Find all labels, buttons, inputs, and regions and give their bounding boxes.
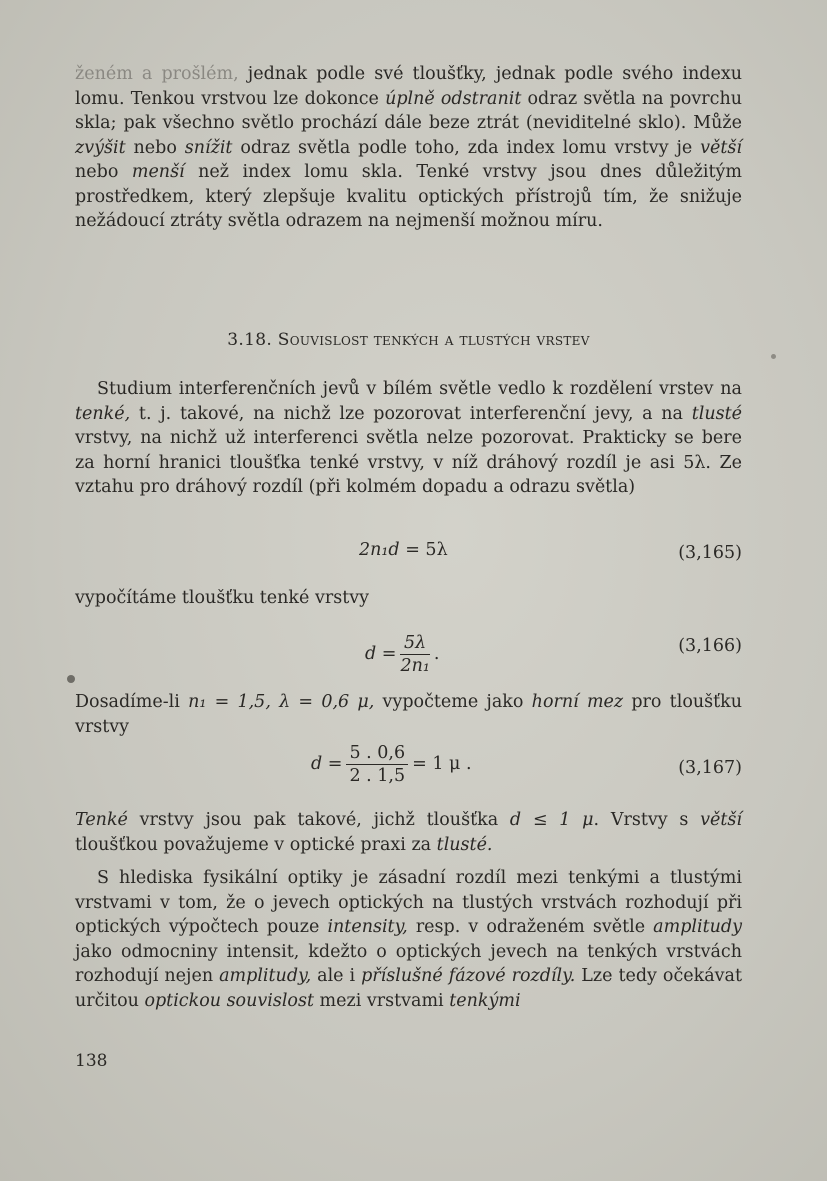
- italic-run: tenké,: [75, 403, 131, 424]
- italic-run: zvýšit: [75, 137, 126, 158]
- paragraph-studium: [75, 377, 742, 500]
- equation-lhs: 2n₁d: [359, 540, 400, 560]
- text-run: tloušťkou považujeme v optické praxi za: [75, 834, 437, 855]
- text-run: vypočteme jako: [374, 692, 532, 712]
- math-run: n₁ = 1,5, λ = 0,6 μ,: [188, 692, 375, 712]
- paragraph-fysikalni: [75, 866, 742, 1013]
- italic-run: tenkými: [449, 990, 521, 1011]
- paper-speck: [771, 354, 776, 359]
- fraction-denominator: 2 . 1,5: [349, 766, 406, 786]
- equation-number: (3,166): [678, 636, 742, 656]
- text-run: S hlediska fysikální optiky je zásadní rozdíl mezi tenkými a tlustými vrstvami v tom, že o jevech optických na tlustých vrstvách rozhodují při optických výpočtech pouze: [75, 868, 742, 937]
- italic-run: Tenké: [75, 810, 128, 830]
- text-run: vrstvy, na nichž už interferenci světla nelze pozorovat. Prakticky se bere za horní hranici tloušťka tenké vrstvy, v níž dráhový rozdíl je asi 5λ. Ze vztahu pro dráhový rozdíl (při kolmém dopadu a odrazu světla): [75, 428, 742, 497]
- text-run: jednak podle své tloušťky, jednak podle svého indexu lomu. Tenkou vrstvou lze dokonce: [75, 64, 742, 109]
- paragraph-intro: [75, 62, 742, 234]
- paragraph-tenke: [75, 808, 742, 857]
- math-run: d ≤ 1 μ: [509, 810, 594, 830]
- equation-expression: [365, 632, 439, 677]
- fraction-numerator: 5 . 0,6: [346, 742, 408, 765]
- italic-run: větší: [700, 137, 742, 158]
- italic-run: příslušné fázové rozdíly.: [361, 966, 576, 986]
- text-run: Studium interferenčních jevů v bílém světle vedlo k rozdělení vrstev na: [97, 379, 742, 399]
- italic-run: intensity,: [327, 917, 408, 937]
- section-number: 3.18.: [227, 330, 273, 350]
- italic-run: amplitudy: [653, 917, 742, 937]
- equation-rhs: = 5λ: [405, 540, 448, 560]
- equation-lhs: d =: [365, 644, 397, 664]
- text-run: nebo: [125, 137, 185, 158]
- text-run: odraz světla na povrchu skla; pak všechno světlo prochází dále beze ztrát (neviditelné sklo). Může: [75, 88, 742, 133]
- equation-rhs: = 1 μ .: [412, 754, 472, 774]
- text-run: pro tloušťku vrstvy: [75, 692, 743, 737]
- equation-lhs: d =: [311, 754, 343, 774]
- equation-tail: .: [433, 644, 440, 664]
- equation-3-166: [75, 616, 742, 676]
- text-run: Lze tedy očekávat určitou: [75, 966, 742, 1011]
- equation-expression: [359, 540, 448, 560]
- text-run: . Vrstvy s: [593, 810, 701, 830]
- italic-run: optickou souvislost: [144, 990, 314, 1011]
- page-number: 138: [75, 1051, 108, 1071]
- paragraph-dosadime: [75, 690, 742, 739]
- text-line: vypočítáme tloušťku tenké vrstvy: [75, 588, 369, 608]
- italic-run: amplitudy,: [219, 966, 312, 986]
- equation-3-167: [75, 738, 742, 798]
- faded-text: ženém a prošlém,: [75, 64, 239, 84]
- italic-run: tlusté.: [436, 834, 493, 855]
- text-run: než index lomu skla. Tenké vrstvy jsou dnes důležitým prostředkem, který zlepšuje kvalitu optických přístrojů tím, že snižuje nežádoucí ztráty světla odrazem na nejmenší možnou míru.: [75, 162, 742, 231]
- text-run: odraz světla podle toho, zda index lomu vrstvy je: [232, 137, 701, 158]
- italic-run: horní mez: [531, 692, 624, 712]
- equation-expression: [311, 742, 472, 787]
- text-run: jako odmocniny intensit, kdežto o optických jevech na tenkých vrstvách rozhodují nejen: [75, 941, 742, 986]
- italic-run: snížit: [184, 137, 233, 158]
- fraction-numerator: 5λ: [400, 632, 429, 655]
- italic-run: úplně odstranit: [385, 88, 522, 109]
- text-run: t. j. takové, na nichž lze pozorovat interferenční jevy, a na: [130, 403, 692, 424]
- text-run: ale i: [311, 966, 362, 986]
- text-run: nebo: [75, 162, 132, 182]
- text-run: Dosadíme-li: [75, 692, 189, 712]
- fraction-denominator: 2n₁: [400, 656, 430, 676]
- text-run: vrstvy jsou pak takové, jichž tloušťka: [127, 810, 510, 830]
- section-title: Souvislost tenkých a tlustých vrstev: [277, 330, 590, 350]
- equation-number: (3,165): [678, 543, 742, 563]
- text-run: mezi vrstvami: [313, 990, 450, 1011]
- italic-run: menší: [131, 162, 185, 182]
- section-heading: [75, 330, 742, 350]
- paper-speck: [67, 675, 75, 683]
- equation-number: (3,167): [678, 758, 742, 778]
- italic-run: tlusté: [691, 403, 742, 424]
- italic-run: větší: [700, 810, 742, 830]
- text-run: resp. v odraženém světle: [407, 917, 654, 937]
- fraction: [346, 742, 408, 787]
- fraction: [400, 632, 429, 677]
